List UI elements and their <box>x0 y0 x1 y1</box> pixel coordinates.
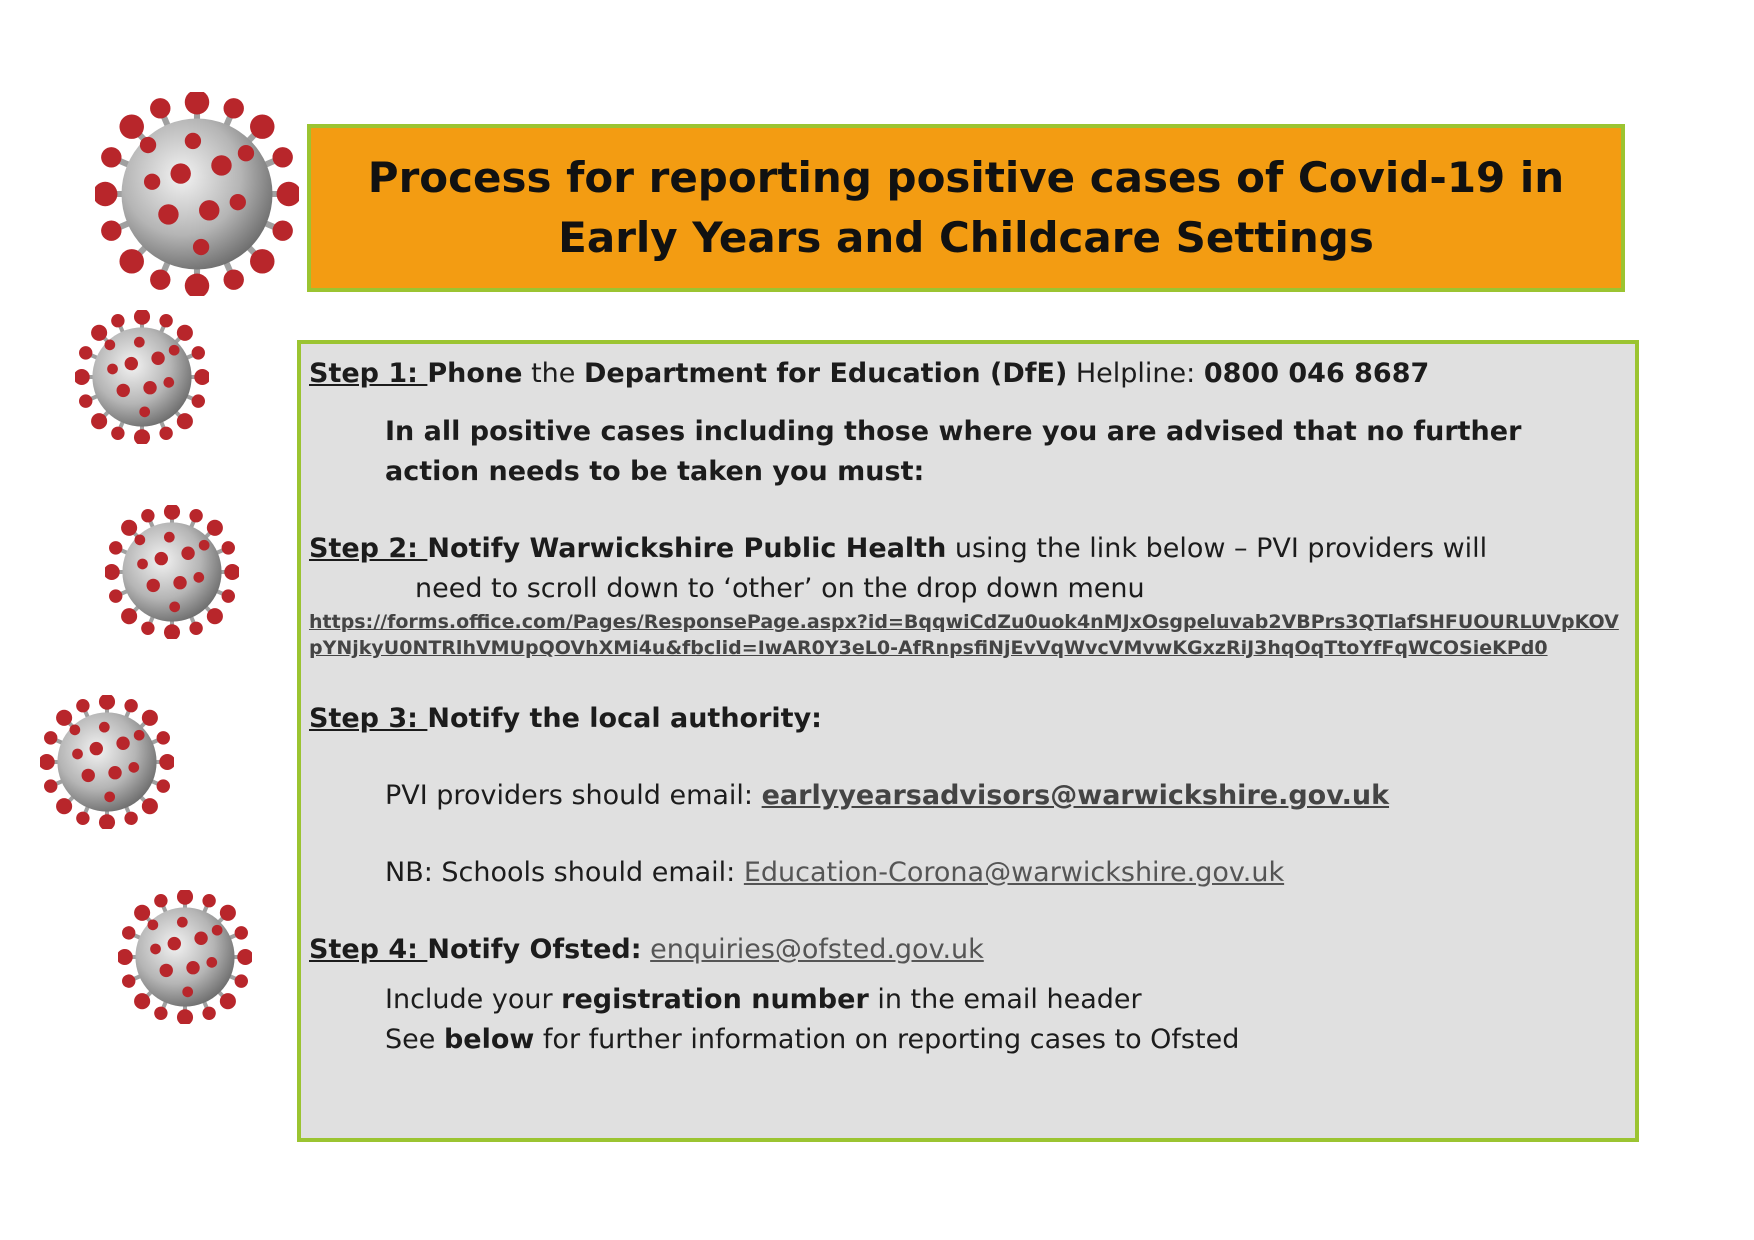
schools-email-line <box>309 853 1623 893</box>
coronavirus-icon <box>75 310 209 444</box>
step1-text: the <box>522 358 584 389</box>
helpline-label: Helpline: <box>1067 358 1204 389</box>
step2-line2: need to scroll down to ‘other’ on the drop down menu <box>415 573 1145 604</box>
helpline-number: 0800 046 8687 <box>1203 358 1430 389</box>
step3-notify: Notify the local authority: <box>427 703 822 734</box>
coronavirus-icon <box>118 890 252 1024</box>
schools-email-link[interactable]: Education-Corona@warwickshire.gov.uk <box>743 857 1285 888</box>
step4-label: Step 4: <box>309 934 428 965</box>
see-below-bold: below <box>443 1024 535 1055</box>
pvi-email-link[interactable]: earlyyearsadvisors@warwickshire.gov.uk <box>761 780 1390 811</box>
steps-panel <box>297 340 1639 1142</box>
title-banner <box>307 124 1625 292</box>
step4-notify: Notify Ofsted: <box>427 934 642 965</box>
step1-line <box>309 354 1623 394</box>
step1-note-text: In all positive cases including those where you are advised that no further action needs to be taken you must: <box>385 416 1522 487</box>
see-below-note <box>309 1020 1623 1060</box>
schools-email-label: NB: Schools should email: <box>385 857 744 888</box>
step3-line <box>309 699 1623 739</box>
step1-note <box>309 412 1623 492</box>
registration-text-c: in the email header <box>868 984 1142 1015</box>
step2-label: Step 2: <box>309 533 428 564</box>
public-health-form-link[interactable]: https://forms.office.com/Pages/ResponsePage.aspx?id=BqqwiCdZu0uok4nMJxOsgpeluvab2VBPrs3QTlafSHFUOURLUVpKOVpYNjkyU0NTRlhVMUpQOVhXMi4u&fbclid=IwAR0Y3eL0-AfRnpsfiNjEvVqWvcVMvwKGxzRiJ3hqOqTtoYfFqWCOSieKPd0 <box>309 611 1619 659</box>
step1-label: Step 1: <box>309 358 428 389</box>
page-title: Process for reporting positive cases of Covid-19 in Early Years and Childcare Settings <box>367 153 1565 262</box>
phone-word: Phone <box>427 358 523 389</box>
see-below-text-a: See <box>385 1024 444 1055</box>
registration-text-a: Include your <box>385 984 562 1015</box>
coronavirus-icon <box>95 92 299 296</box>
pvi-email-line <box>309 776 1623 816</box>
coronavirus-icon <box>40 695 174 829</box>
registration-note <box>309 980 1623 1020</box>
registration-number-text: registration number <box>561 984 869 1015</box>
ofsted-email-link[interactable]: enquiries@ofsted.gov.uk <box>650 934 984 965</box>
step2-text: using the link below – PVI providers will <box>946 533 1488 564</box>
pvi-email-label: PVI providers should email: <box>385 780 762 811</box>
step3-label: Step 3: <box>309 703 428 734</box>
step2-notify: Notify Warwickshire Public Health <box>427 533 947 564</box>
see-below-text-c: for further information on reporting cases to Ofsted <box>534 1024 1240 1055</box>
step4-line <box>309 930 1623 970</box>
step2-line <box>309 529 1623 569</box>
dfe-name: Department for Education (DfE) <box>583 358 1068 389</box>
coronavirus-icon <box>105 505 239 639</box>
